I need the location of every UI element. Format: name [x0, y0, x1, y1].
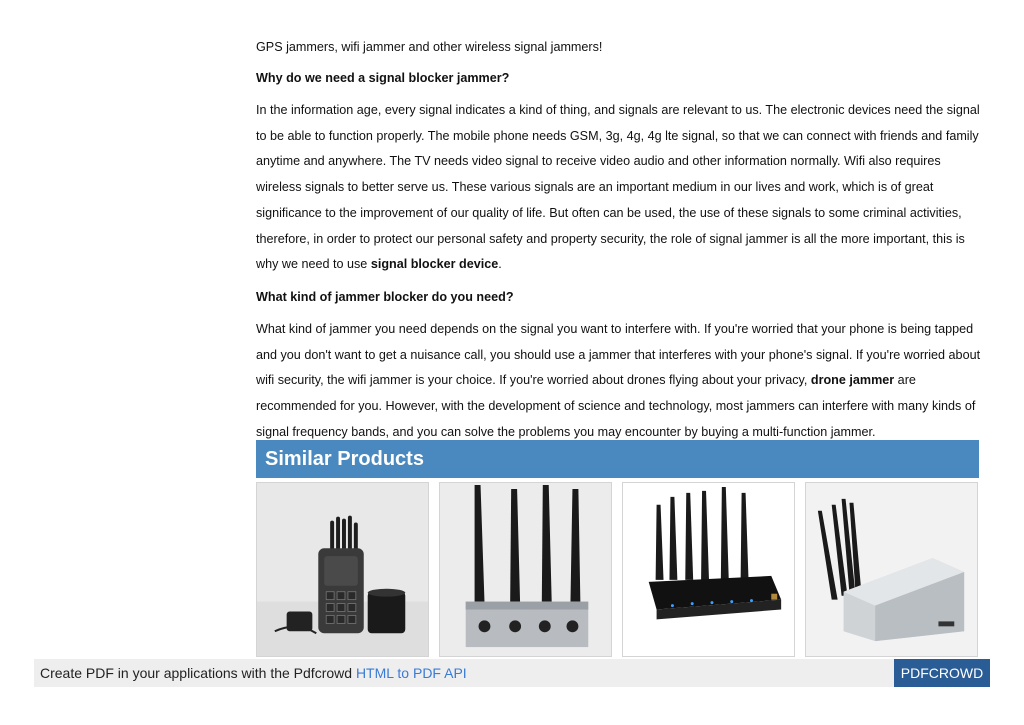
footer-text	[40, 665, 467, 681]
product-card-four-antenna-jammer[interactable]	[439, 482, 612, 657]
article-body	[256, 36, 981, 453]
heading-why-jammer: Why do we need a signal blocker jammer?	[256, 71, 510, 85]
six-antenna-jammer-image	[623, 483, 794, 656]
pdf-footer-bar	[34, 659, 990, 687]
footer-message: Create PDF in your applications with the Pdfcrowd	[40, 665, 356, 681]
intro-line: GPS jammers, wifi jammer and other wireless signal jammers!	[256, 40, 603, 54]
similar-products-section	[256, 440, 979, 657]
product-card-six-antenna-jammer[interactable]	[622, 482, 795, 657]
heading-what-kind: What kind of jammer blocker do you need?	[256, 289, 514, 304]
product-card-silver-box-jammer[interactable]	[805, 482, 978, 657]
pdfcrowd-brand-button[interactable]: PDFCROWD	[894, 659, 990, 687]
signal-blocker-device-link[interactable]: signal blocker device	[370, 257, 499, 272]
similar-products-heading: Similar Products	[256, 440, 979, 478]
paragraph-end: are recommended for you. However, with the development of science and technology, most jammers can interfere with many kinds of signal frequency bands, and you can solve the problems you may encounter by buying a multi-function jammer.	[256, 373, 976, 439]
html-to-pdf-api-link[interactable]: HTML to PDF API	[355, 665, 467, 681]
product-card-handheld-jammer[interactable]	[256, 482, 429, 657]
paragraph-what-kind	[256, 317, 981, 446]
product-grid	[256, 482, 979, 657]
paragraph-text: What kind of jammer you need depends on the signal you want to interfere with. If you're worried that your phone is being tapped and you don't want to get a nuisance call, you should use a jammer that interferes with your phone's signal. If you're worried about wifi security, the wifi jammer is your choice. If you're worried about drones flying about your privacy,	[256, 321, 981, 388]
paragraph-why-jammer	[256, 98, 981, 278]
paragraph-end: .	[498, 257, 502, 272]
drone-jammer-link[interactable]: drone jammer	[810, 373, 895, 388]
handheld-jammer-image	[257, 483, 428, 656]
paragraph-text: In the information age, every signal indicates a kind of thing, and signals are relevant to us. The electronic devices need the signal to be able to function properly. The mobile phone needs GSM, 3g, 4g, 4g lte signal, so that we can connect with friends and family anytime and anywhere. The TV needs video signal to receive video audio and other information normally. Wifi also requires wireless signals to better serve us. These various signals are an important medium in our lives and work, which is of great significance to the improvement of our quality of life. But often can be used, the use of these signals to some criminal activities, therefore, in order to protect our personal safety and property security, the role of signal jammer is all the more important, this is why we need to use	[256, 103, 980, 272]
four-antenna-jammer-image	[440, 483, 611, 656]
silver-box-jammer-image	[806, 483, 977, 656]
